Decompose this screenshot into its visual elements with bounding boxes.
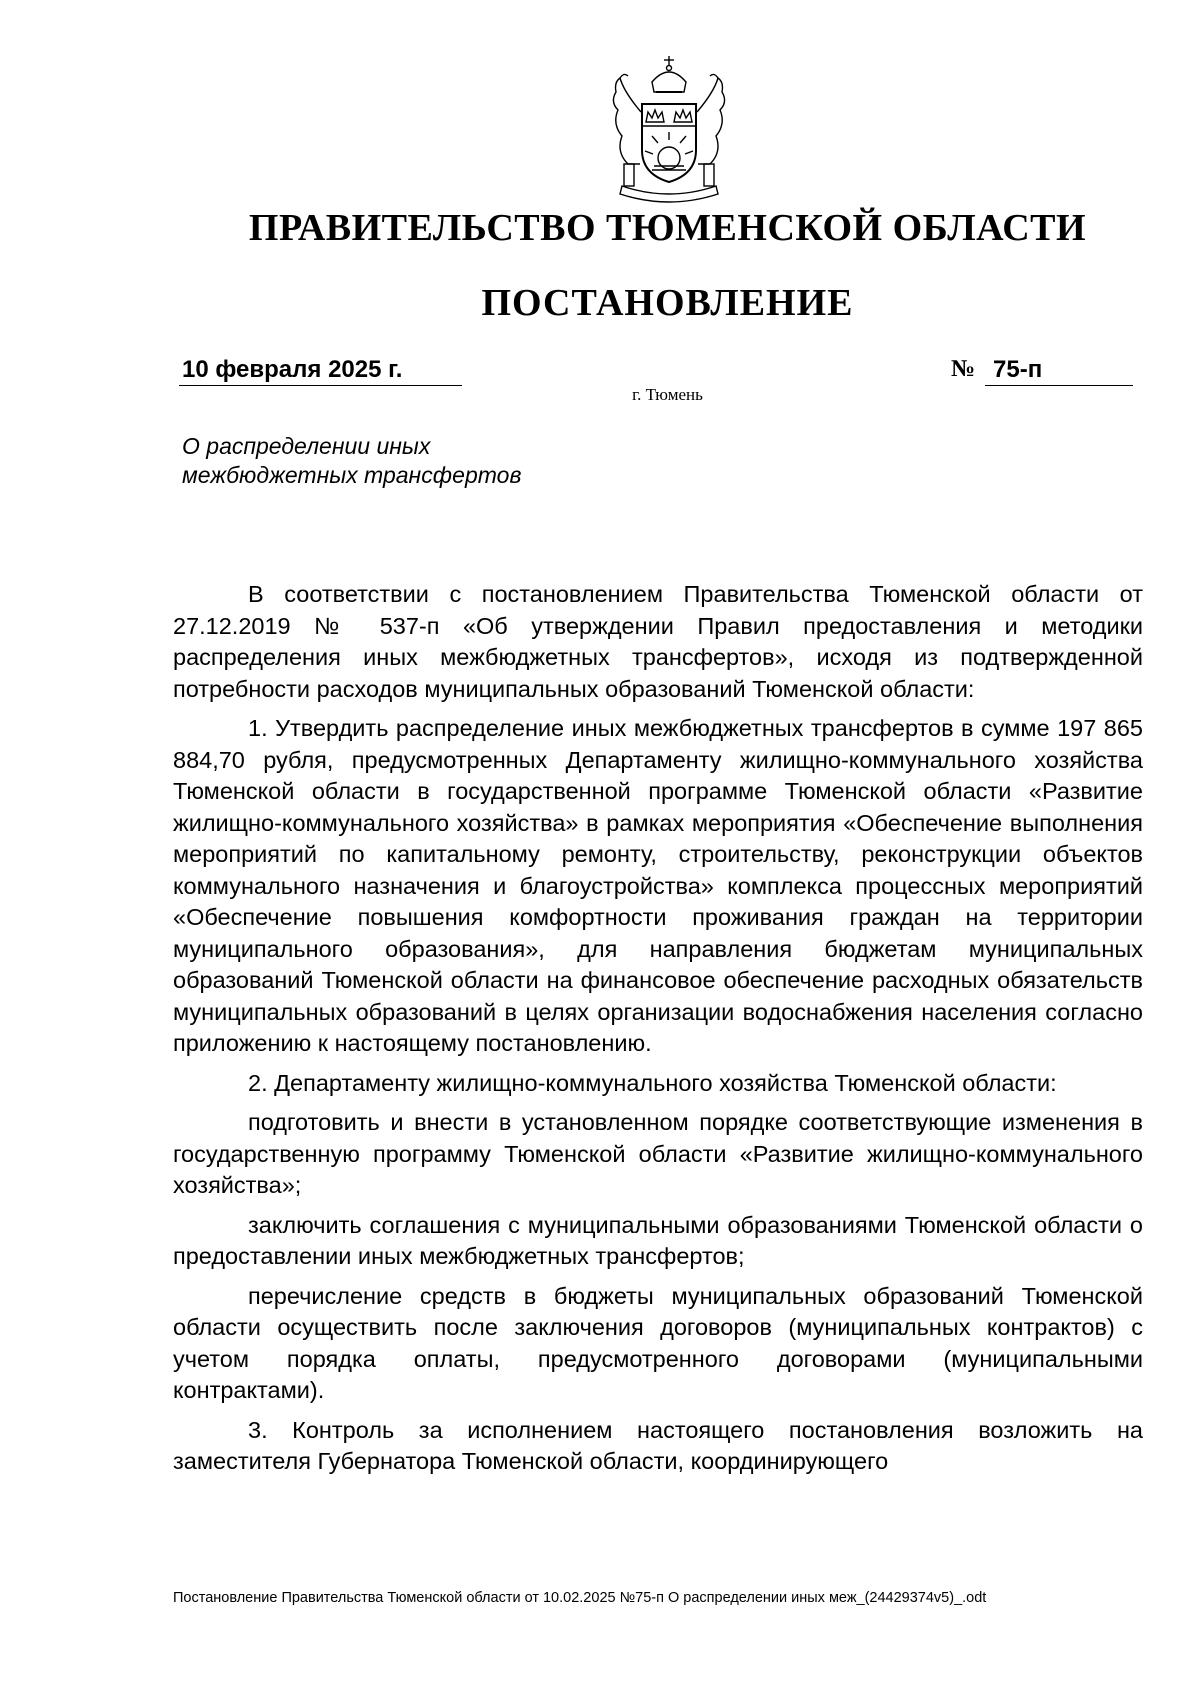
document-subject [182, 432, 521, 490]
document-body [173, 579, 1143, 1486]
paragraph-preamble: В соответствии с постановлением Правительства Тюменской области от 27.12.2019 № 537-п «Об утверждении Правил предоставления и методики распределения иных межбюджетных трансфертов», исходя из подтвержденной потребности расходов муниципальных образований Тюменской области: [173, 581, 1143, 702]
page-footer: Постановление Правительства Тюменской области от 10.02.2025 №75-п О распределении иных меж_(24429374v5)_.odt [173, 1590, 987, 1606]
number-sign: № [951, 356, 976, 382]
paragraph-item-1: 1. Утвердить распределение иных межбюджетных трансфертов в сумме 197 865 884,70 рубля, предусмотренных Департаменту жилищно-коммунального хозяйства Тюменской области в государственной программе Тюменской области «Развитие жилищно-коммунального хозяйства» в рамках мероприятия «Обеспечение выполнения мероприятий по капитальному ремонту, строительству, реконструкции объектов коммунального назначения и благоустройства» комплекса процессных мероприятий «Обеспечение повышения комфортности проживания граждан на территории муниципального образования», для направления бюджетам муниципальных образований Тюменской области на финансовое обеспечение расходных обязательств муниципальных образований в целях организации водоснабжения населения согласно приложению к настоящему постановлению. [173, 715, 1143, 1056]
paragraph-item-2: 2. Департаменту жилищно-коммунального хозяйства Тюменской области: [248, 1069, 1057, 1096]
document-date: 10 февраля 2025 г. [179, 356, 462, 386]
paragraph-item-2-prepare: подготовить и внести в установленном порядке соответствующие изменения в государственную программу Тюменской области «Развитие жилищно-коммунального хозяйства»; [173, 1109, 1143, 1198]
paragraph-item-3: 3. Контроль за исполнением настоящего постановления возложить на заместителя Губернатора Тюменской области, координирующего [173, 1416, 1143, 1474]
document-number: 75-п [985, 356, 1133, 386]
subject-line: О распределении иных [182, 433, 431, 459]
government-title: ПРАВИТЕЛЬСТВО ТЮМЕНСКОЙ ОБЛАСТИ [248, 207, 1087, 249]
subject-line: межбюджетных трансфертов [182, 462, 522, 488]
coat-of-arms-icon [594, 52, 744, 212]
paragraph-item-2-agreements: заключить соглашения с муниципальными образованиями Тюменской области о предоставлении иных межбюджетных трансфертов; [173, 1211, 1143, 1269]
document-type: ПОСТАНОВЛЕНИЕ [481, 282, 854, 324]
city-label: г. Тюмень [632, 385, 703, 404]
paragraph-item-2-transfer: перечисление средств в бюджеты муниципальных образований Тюменской области осуществить после заключения договоров (муниципальных контрактов) с учетом порядка оплаты, предусмотренного договорами (муниципальными контрактами). [173, 1282, 1143, 1403]
